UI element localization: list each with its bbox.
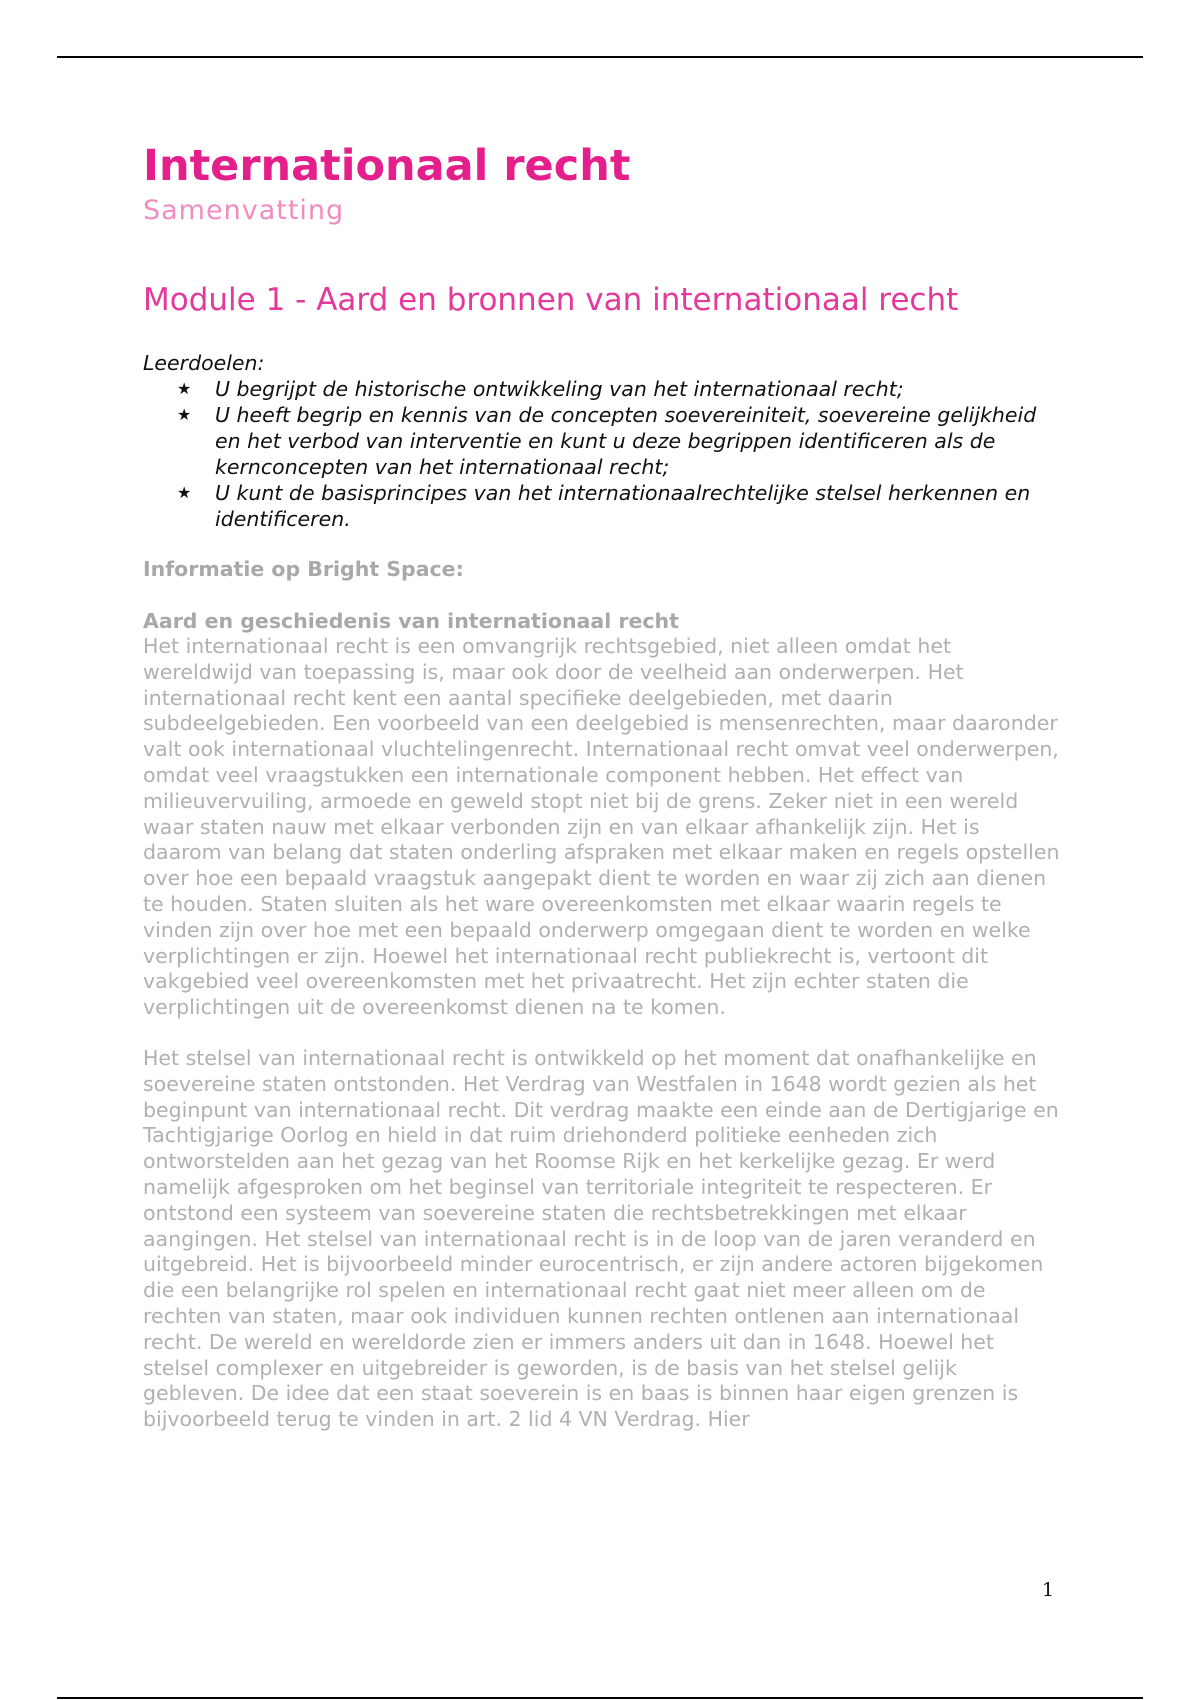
star-bullet-icon: ★ xyxy=(177,405,192,424)
list-item xyxy=(177,402,1063,480)
page-content xyxy=(143,140,1063,1433)
section-heading: Aard en geschiedenis van internationaal recht xyxy=(143,609,679,633)
goal-text: U begrijpt de historische ontwikkeling van het internationaal recht; xyxy=(215,377,904,401)
body-paragraph-1: Het internationaal recht is een omvangrijk rechtsgebied, niet alleen omdat het wereldwijd van toepassing is, maar ook door de veelheid aan onderwerpen. Het internationaal recht kent een aantal specifieke deelgebieden, met daarin subdeelgebieden. Een voorbeeld van een deelgebied is mensenrechten, maar daaronder valt ook internationaal vluchtelingenrecht. Internationaal recht omvat veel onderwerpen, omdat veel vraagstukken een internationale component hebben. Het effect van milieuvervuiling, armoede en geweld stopt niet bij de grens. Zeker niet in een wereld waar staten nauw met elkaar verbonden zijn en van elkaar afhankelijk zijn. Het is daarom van belang dat staten onderling afspraken met elkaar maken en regels opstellen over hoe een bepaald vraagstuk aangepakt dient te worden en waar zij zich aan dienen te houden. Staten sluiten als het ware overeenkomsten met elkaar waarin regels te vinden zijn over hoe met een bepaald onderwerp omgegaan dient te worden en welke verplichtingen er zijn. Hoewel het internationaal recht publiekrecht is, vertoont dit vakgebied veel overeenkomsten met het privaatrecht. Het zijn echter staten die verplichtingen uit de overeenkomst dienen na te komen. xyxy=(143,634,1060,1020)
bottom-rule xyxy=(57,1697,1143,1699)
document-subtitle: Samenvatting xyxy=(143,195,345,226)
info-heading: Informatie op Bright Space: xyxy=(143,557,464,581)
list-item xyxy=(177,376,1063,402)
goals-list xyxy=(143,376,1063,532)
goal-text: U heeft begrip en kennis van de concepten soevereiniteit, soevereine gelijkheid en het verbod van interventie en kunt u deze begrippen identificeren als de kernconcepten van het internationaal recht; xyxy=(215,403,1037,479)
module-heading: Module 1 - Aard en bronnen van internationaal recht xyxy=(143,282,959,318)
star-bullet-icon: ★ xyxy=(177,379,192,398)
list-item xyxy=(177,480,1063,532)
goal-text: U kunt de basisprincipes van het internationaalrechtelijke stelsel herkennen en identificeren. xyxy=(215,481,1031,531)
top-rule xyxy=(57,56,1143,58)
goals-label: Leerdoelen: xyxy=(143,351,265,375)
document-title: Internationaal recht xyxy=(143,141,631,191)
body-paragraph-2: Het stelsel van internationaal recht is ontwikkeld op het moment dat onafhankelijke en soevereine staten ontstonden. Het Verdrag van Westfalen in 1648 wordt gezien als het beginpunt van internationaal recht. Dit verdrag maakte een einde aan de Dertigjarige en Tachtigjarige Oorlog en hield in dat ruim driehonderd politieke eenheden zich ontworstelden aan het gezag van het Roomse Rijk en het kerkelijke gezag. Er werd namelijk afgesproken om het beginsel van territoriale integriteit te respecteren. Er ontstond een systeem van soevereine staten die rechtsbetrekkingen met elkaar aangingen. Het stelsel van internationaal recht is in de loop van de jaren veranderd en uitgebreid. Het is bijvoorbeeld minder eurocentrisch, er zijn andere actoren bijgekomen die een belangrijke rol spelen en internationaal recht gaat niet meer alleen om de rechten van staten, maar ook individuen kunnen rechten ontlenen aan internationaal recht. De wereld en wereldorde zien er immers anders uit dan in 1648. Hoewel het stelsel complexer en uitgebreider is geworden, is de basis van het stelsel gelijk gebleven. De idee dat een staat soeverein is en baas is binnen haar eigen grenzen is bijvoorbeeld terug te vinden in art. 2 lid 4 VN Verdrag. Hier xyxy=(143,1045,1059,1432)
page-number: 1 xyxy=(1042,1579,1055,1601)
star-bullet-icon: ★ xyxy=(177,483,192,502)
